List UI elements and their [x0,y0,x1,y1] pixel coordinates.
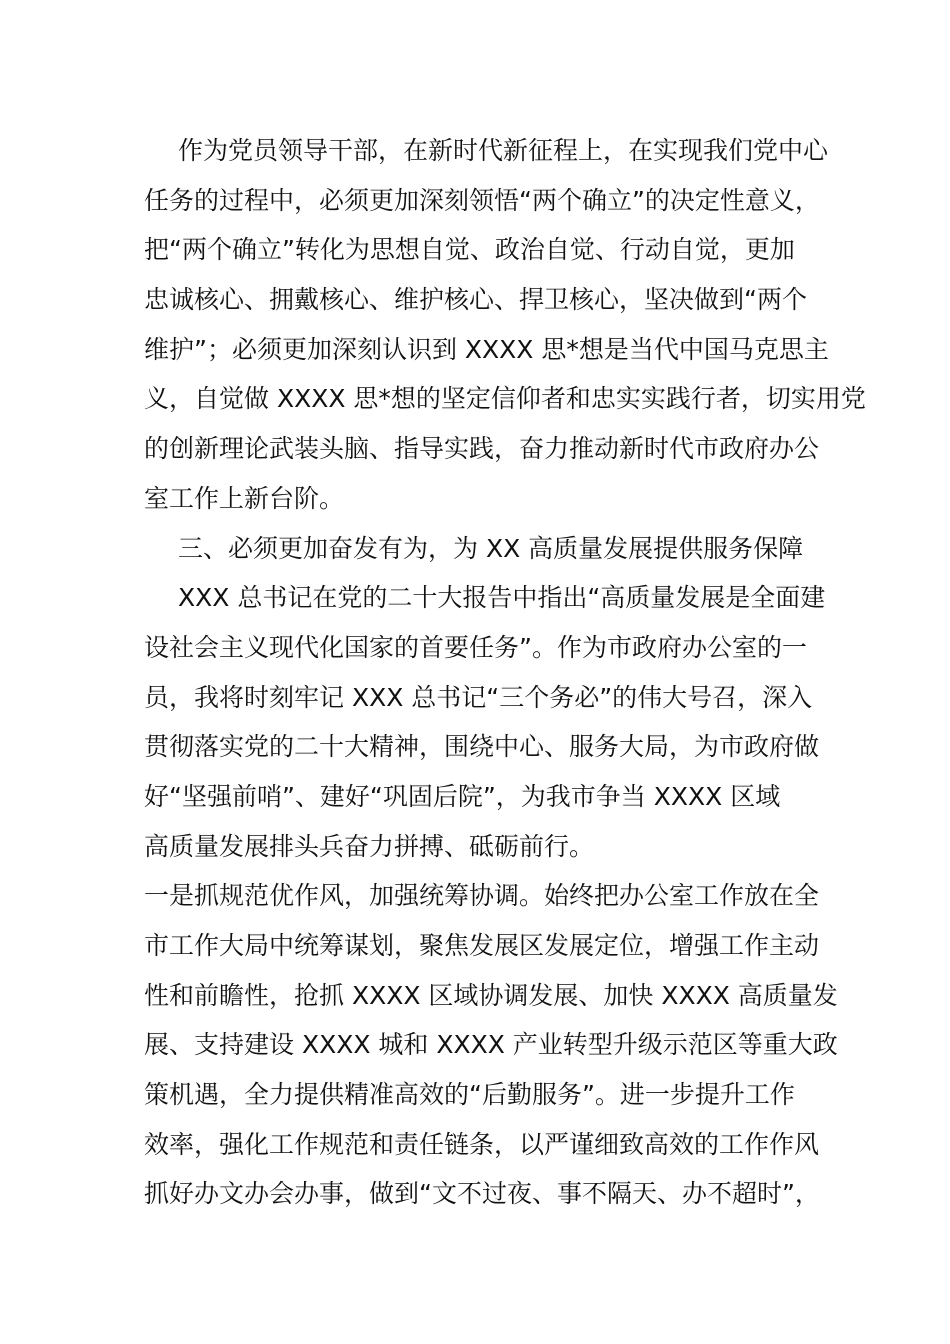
text-line: 市工作大局中统筹谋划，聚焦发展区发展定位，增强工作主动 [144,931,820,960]
text-line: 性和前瞻性，抢抓 XXXX 区域协调发展、加快 XXXX 高质量发 [144,980,838,1010]
text-line: 义，自觉做 XXXX 思*想的坚定信仰者和忠实实践行者，切实用党 [144,384,866,414]
text-line: 员，我将时刻牢记 XXX 总书记“三个务必”的伟大号召，深入 [144,682,813,712]
paragraph-high-quality-development [144,573,824,871]
text-line: 维护”；必须更加深刻认识到 XXXX 思*想是当代中国马克思主 [144,334,829,364]
paragraph-work-style [144,871,838,1219]
text-line: 的创新理论武装头脑、指导实践，奋力推动新时代市政府办公 [144,434,820,464]
section-heading-three: 三、必须更加奋发有为，为 XX 高质量发展提供服务保障 [178,533,804,563]
text-line: 作为党员领导干部，在新时代新征程上，在实现我们党中心 [178,136,829,165]
text-line: 展、支持建设 XXXX 城和 XXXX 产业转型升级示范区等重大政 [144,1030,838,1060]
text-line: 贯彻落实党的二十大精神，围绕中心、服务大局，为市政府做 [144,732,820,762]
text-line: XXX 总书记在党的二十大报告中指出“高质量发展是全面建 [178,583,826,613]
text-line: 效率，强化工作规范和责任链条，以严谨细致高效的工作作风 [144,1129,820,1159]
text-line: 抓好办文办会办事，做到“文不过夜、事不隔天、办不超时”， [144,1179,820,1209]
text-line: 任务的过程中，必须更加深刻领悟“两个确立”的决定性意义， [144,185,820,215]
text-line: 室工作上新台阶。 [144,483,345,513]
text-line: 好“坚强前哨”、建好“巩固后院”，为我市争当 XXXX 区域 [144,781,781,811]
text-line: 设社会主义现代化国家的首要任务”。作为市政府办公室的一 [144,632,807,662]
text-line: 高质量发展排头兵奋力拼搏、砥砺前行。 [144,831,595,861]
text-line: 策机遇，全力提供精准高效的“后勤服务”。进一步提升工作 [144,1080,795,1110]
paragraph-leadership-cadres [144,126,866,524]
document-body [144,126,866,1219]
text-line: 把“两个确立”转化为思想自觉、政治自觉、行动自觉，更加 [144,235,795,265]
text-line: 一是抓规范优作风，加强统筹协调。始终把办公室工作放在全 [144,881,820,911]
text-line: 忠诚核心、拥戴核心、维护核心、捍卫核心，坚决做到“两个 [144,285,807,315]
